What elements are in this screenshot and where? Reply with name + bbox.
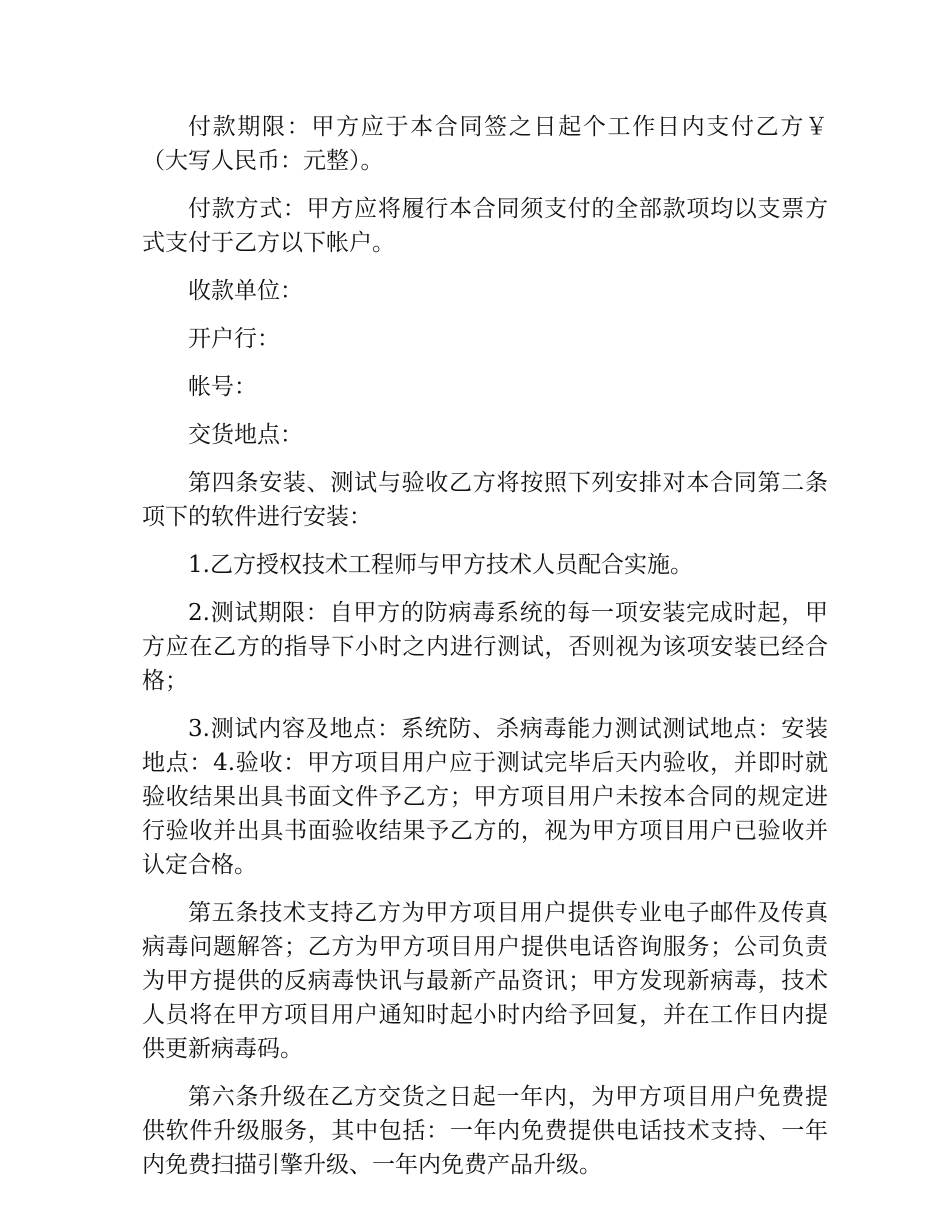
article-4-paragraph: 第四条安装、测试与验收乙方将按照下列安排对本合同第二条项下的软件进行安装： [142, 470, 828, 530]
article-4-item-2: 2.测试期限：自甲方的防病毒系统的每一项安装完成时起，甲方应在乙方的指导下小时之内进行测试，否则视为该项安装已经合格； [142, 600, 828, 694]
bank-label: 开户行： [188, 326, 280, 352]
article-5-paragraph: 第五条技术支持乙方为甲方项目用户提供专业电子邮件及传真病毒问题解答；乙方为甲方项目用户提供电话咨询服务；公司负责为甲方提供的反病毒快讯与最新产品资讯；甲方发现新病毒，技术人员将在甲方项目用户通知时起小时内给予回复，并在工作日内提供更新病毒码。 [142, 900, 828, 1062]
payment-method-paragraph: 付款方式：甲方应将履行本合同须支付的全部款项均以支票方式支付于乙方以下帐户。 [142, 196, 828, 256]
payment-term-paragraph: 付款期限：甲方应于本合同签之日起个工作日内支付乙方￥（大写人民币：元整）。 [142, 114, 828, 174]
article-6-paragraph: 第六条升级在乙方交货之日起一年内，为甲方项目用户免费提供软件升级服务，其中包括：一年内免费提供电话技术支持、一年内免费扫描引擎升级、一年内免费产品升级。 [142, 1084, 828, 1178]
payee-label: 收款单位： [188, 278, 303, 304]
delivery-location-label: 交货地点： [188, 422, 303, 448]
account-label: 帐号： [188, 374, 257, 400]
article-4-item-1: 1.乙方授权技术工程师与甲方技术人员配合实施。 [188, 552, 693, 578]
document-page [142, 110, 828, 1196]
article-4-item-3-4: 3.测试内容及地点：系统防、杀病毒能力测试测试地点：安装地点：4.验收：甲方项目用户应于测试完毕后天内验收，并即时就验收结果出具书面文件予乙方；甲方项目用户未按本合同的规定进行验收并出具书面验收结果予乙方的，视为甲方项目用户已验收并认定合格。 [142, 716, 828, 878]
